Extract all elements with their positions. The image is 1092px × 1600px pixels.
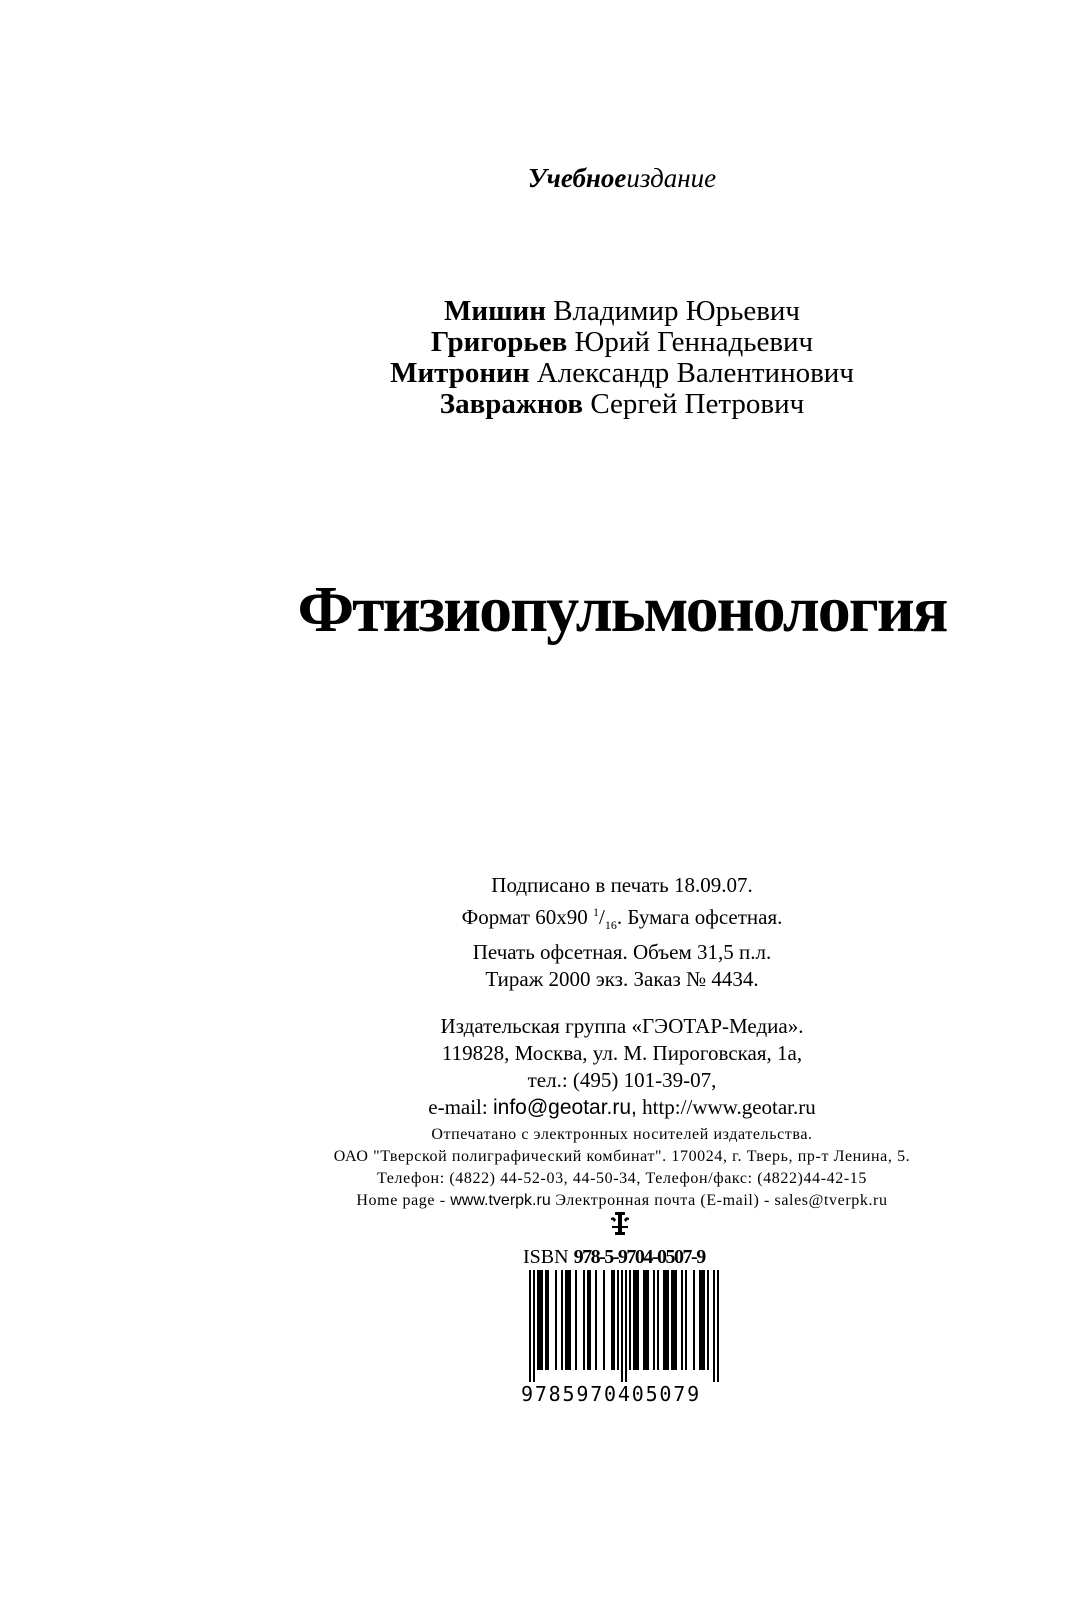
printer-line2: ОАО "Тверской полиграфический комбинат". 170024, г. Тверь, пр-т Ленина, 5. [333,1148,911,1165]
printer-homepage[interactable]: www.tverpk.ru [450,1192,551,1209]
imprint-run: Тираж 2000 экз. Заказ № 4434. [485,967,759,992]
author-surname: Завражнов [439,388,584,420]
barcode-bar [565,1270,567,1370]
barcode-bar [589,1270,591,1370]
author-line [0,327,1092,358]
publisher-phone: тел.: (495) 101-39-07, [527,1068,717,1093]
barcode-bar [633,1270,635,1370]
author-name: Владимир Юрьевич [553,295,801,327]
isbn-number: 978-5-9704-0507-9 [573,1246,705,1268]
printer-line4: Home page - www.tverpk.ru Электронная почта (E-mail) - sales@tverpk.ru [356,1192,888,1209]
barcode-bar [667,1270,669,1370]
publisher-contacts: e-mail: info@geotar.ru, http://www.geotar.ru [428,1095,816,1120]
imprint-print: Печать офсетная. Объем 31,5 п.л. [472,940,772,965]
barcode-bar [555,1270,557,1370]
author-line [0,358,1092,389]
barcode-bar [539,1270,541,1370]
edition-label [0,163,1092,194]
publisher-email[interactable]: info@geotar.ru, [492,1096,637,1120]
imprint-block [0,872,1092,1121]
author-name: Юрий Геннадьевич [574,326,814,358]
printer-line3: Телефон: (4822) 44-52-03, 44-50-34, Телефон/факс: (4822)44-42-15 [377,1170,867,1187]
barcode-bar [693,1270,695,1370]
imprint-spacer [0,993,1092,1013]
barcode-bar [637,1270,639,1370]
barcode-bar [583,1270,585,1370]
barcode-bar [657,1270,659,1370]
author-name: Сергей Петрович [590,388,805,420]
barcode-bar [537,1270,539,1370]
barcode-bar [629,1270,631,1370]
barcode-bar [701,1270,703,1370]
author-name: Александр Валентинович [536,357,854,389]
publisher-name: Издательская группа «ГЭОТАР-Медиа». [440,1014,804,1039]
printer-email[interactable]: sales@tverpk.ru [774,1192,888,1209]
barcode-bar [617,1270,619,1370]
barcode-bar [635,1270,637,1370]
barcode-bar [713,1270,715,1382]
barcode-bar [665,1270,667,1370]
barcode-bar [653,1270,655,1370]
edition-rest: издание [626,163,717,193]
barcode-digits: 9785970405079 [521,1382,701,1406]
barcode-bar [707,1270,709,1370]
barcode-bar [541,1270,543,1370]
printer-logo-icon [609,1210,631,1241]
imprint-signed: Подписано в печать 18.09.07. [491,873,753,897]
barcode-bar [611,1270,613,1370]
author-surname: Григорьев [430,326,568,358]
barcode-bar [675,1270,677,1370]
author-surname: Митронин [390,357,530,389]
authors-list [0,296,1092,420]
barcode-bar [561,1270,563,1370]
barcode [525,1270,723,1382]
barcode-bar [717,1270,719,1382]
printer-line1: Отпечатано с электронных носителей издательства. [431,1126,813,1143]
barcode-bar [587,1270,589,1370]
barcode-bar [643,1270,645,1370]
barcode-bar [575,1270,577,1370]
barcode-bar [613,1270,615,1370]
barcode-bar [547,1270,549,1370]
barcode-bar [703,1270,705,1370]
barcode-bar [567,1270,569,1370]
barcode-bar [645,1270,647,1370]
imprint-format: Формат 60x90 $^1/_{16}$. Бумага офсетная. [461,905,783,933]
barcode-bar [647,1270,649,1370]
barcode-bar [671,1270,673,1370]
book-title: Фтизиопульмонология [297,573,947,646]
publisher-website[interactable]: http://www.geotar.ru [642,1095,816,1120]
publisher-address: 119828, Москва, ул. М. Пироговская, 1а, [441,1041,803,1066]
barcode-bar [699,1270,701,1370]
barcode-bar [533,1270,535,1382]
barcode-bar [603,1270,605,1370]
barcode-bar [663,1270,665,1370]
barcode-bar [569,1270,571,1370]
printer-block [0,1124,1092,1212]
author-line [0,296,1092,327]
edition-bold: Учебное [527,163,627,193]
barcode-bar [621,1270,623,1382]
barcode-bar [685,1270,687,1370]
isbn-label: ISBN [523,1246,569,1268]
isbn-line [523,1246,705,1269]
barcode-bar [681,1270,683,1370]
author-line [0,389,1092,420]
barcode-bar [545,1270,547,1370]
barcode-bar [673,1270,675,1370]
barcode-bar [625,1270,627,1382]
barcode-bar [529,1270,531,1382]
barcode-bar [595,1270,597,1370]
author-surname: Мишин [443,295,546,327]
